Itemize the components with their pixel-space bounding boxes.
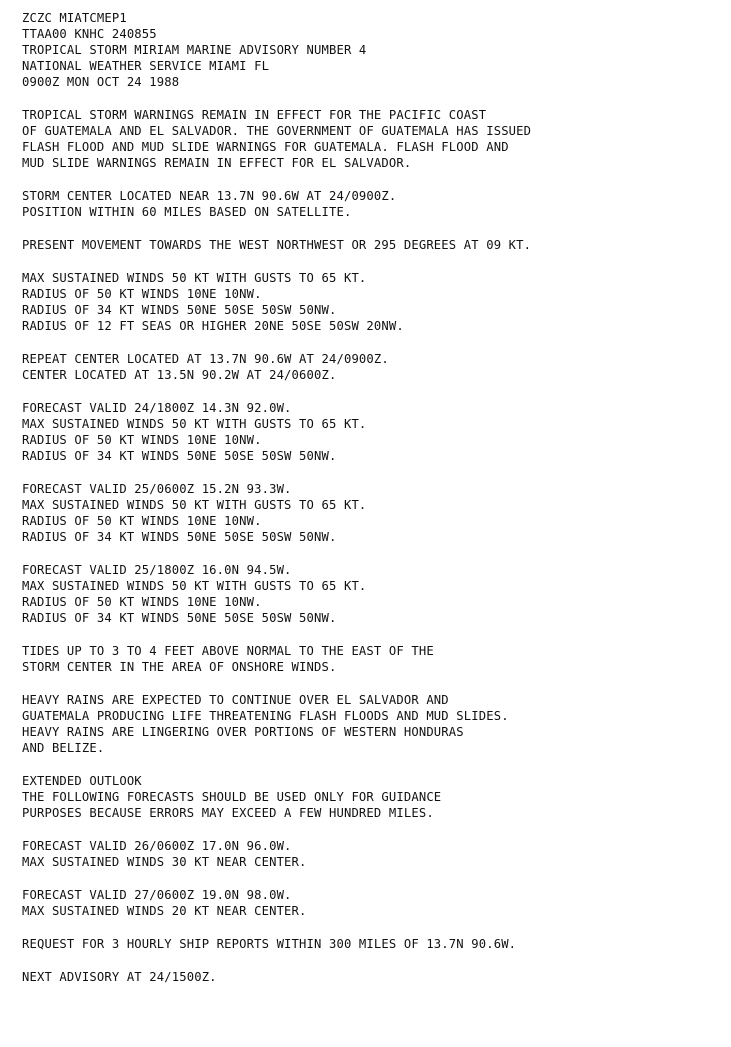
text-line: MAX SUSTAINED WINDS 50 KT WITH GUSTS TO 65 KT. [22, 498, 367, 512]
text-line: REQUEST FOR 3 HOURLY SHIP REPORTS WITHIN 300 MILES OF 13.7N 90.6W. [22, 937, 517, 951]
forecast-paragraph [22, 400, 722, 464]
text-line: REPEAT CENTER LOCATED AT 13.7N 90.6W AT 24/0900Z. [22, 352, 389, 366]
text-line: CENTER LOCATED AT 13.5N 90.2W AT 24/0600Z. [22, 368, 337, 382]
issuing-office: NATIONAL WEATHER SERVICE MIAMI FL [22, 59, 270, 73]
advisory-title: TROPICAL STORM MIRIAM MARINE ADVISORY NUMBER 4 [22, 43, 367, 57]
text-line: STORM CENTER IN THE AREA OF ONSHORE WINDS. [22, 660, 337, 674]
text-line: STORM CENTER LOCATED NEAR 13.7N 90.6W AT 24/0900Z. [22, 189, 397, 203]
repeat-center-paragraph [22, 351, 722, 383]
text-line: FORECAST VALID 27/0600Z 19.0N 98.0W. [22, 888, 292, 902]
text-line: FLASH FLOOD AND MUD SLIDE WARNINGS FOR GUATEMALA. FLASH FLOOD AND [22, 140, 509, 154]
text-line: RADIUS OF 34 KT WINDS 50NE 50SE 50SW 50NW. [22, 611, 337, 625]
text-line: FORECAST VALID 25/1800Z 16.0N 94.5W. [22, 563, 292, 577]
text-line: ZCZC MIATCMEP1 [22, 11, 127, 25]
text-line: POSITION WITHIN 60 MILES BASED ON SATELLITE. [22, 205, 352, 219]
movement-paragraph [22, 237, 722, 253]
extended-forecast-paragraph [22, 887, 722, 919]
text-line: RADIUS OF 50 KT WINDS 10NE 10NW. [22, 433, 262, 447]
ship-reports-paragraph [22, 936, 722, 952]
text-line: NEXT ADVISORY AT 24/1500Z. [22, 970, 217, 984]
text-line: TROPICAL STORM WARNINGS REMAIN IN EFFECT FOR THE PACIFIC COAST [22, 108, 487, 122]
text-line: MAX SUSTAINED WINDS 20 KT NEAR CENTER. [22, 904, 307, 918]
text-line: TIDES UP TO 3 TO 4 FEET ABOVE NORMAL TO THE EAST OF THE [22, 644, 434, 658]
header-block [22, 10, 722, 90]
text-line: RADIUS OF 50 KT WINDS 10NE 10NW. [22, 514, 262, 528]
next-advisory-paragraph [22, 969, 722, 985]
text-line: HEAVY RAINS ARE LINGERING OVER PORTIONS OF WESTERN HONDURAS [22, 725, 464, 739]
text-line: PURPOSES BECAUSE ERRORS MAY EXCEED A FEW HUNDRED MILES. [22, 806, 434, 820]
issue-time: 0900Z MON OCT 24 1988 [22, 75, 180, 89]
rains-paragraph [22, 692, 722, 756]
text-line: FORECAST VALID 26/0600Z 17.0N 96.0W. [22, 839, 292, 853]
text-line: RADIUS OF 50 KT WINDS 10NE 10NW. [22, 595, 262, 609]
tides-paragraph [22, 643, 722, 675]
text-line: FORECAST VALID 25/0600Z 15.2N 93.3W. [22, 482, 292, 496]
text-line: MAX SUSTAINED WINDS 50 KT WITH GUSTS TO 65 KT. [22, 271, 367, 285]
text-line: AND BELIZE. [22, 741, 105, 755]
text-line: PRESENT MOVEMENT TOWARDS THE WEST NORTHWEST OR 295 DEGREES AT 09 KT. [22, 238, 532, 252]
text-line: RADIUS OF 34 KT WINDS 50NE 50SE 50SW 50NW. [22, 449, 337, 463]
section-heading: EXTENDED OUTLOOK [22, 774, 142, 788]
text-line: MUD SLIDE WARNINGS REMAIN IN EFFECT FOR EL SALVADOR. [22, 156, 412, 170]
extended-forecast-paragraph [22, 838, 722, 870]
forecast-paragraph [22, 481, 722, 545]
winds-paragraph [22, 270, 722, 334]
text-line: HEAVY RAINS ARE EXPECTED TO CONTINUE OVER EL SALVADOR AND [22, 693, 449, 707]
text-line: TTAA00 KNHC 240855 [22, 27, 157, 41]
text-line: GUATEMALA PRODUCING LIFE THREATENING FLASH FLOODS AND MUD SLIDES. [22, 709, 509, 723]
text-line: OF GUATEMALA AND EL SALVADOR. THE GOVERNMENT OF GUATEMALA HAS ISSUED [22, 124, 532, 138]
text-line: RADIUS OF 34 KT WINDS 50NE 50SE 50SW 50NW. [22, 530, 337, 544]
text-line: RADIUS OF 34 KT WINDS 50NE 50SE 50SW 50NW. [22, 303, 337, 317]
text-line: THE FOLLOWING FORECASTS SHOULD BE USED ONLY FOR GUIDANCE [22, 790, 442, 804]
text-line: RADIUS OF 50 KT WINDS 10NE 10NW. [22, 287, 262, 301]
forecast-paragraph [22, 562, 722, 626]
extended-outlook-paragraph [22, 773, 722, 821]
text-line: MAX SUSTAINED WINDS 50 KT WITH GUSTS TO 65 KT. [22, 579, 367, 593]
advisory-document [22, 10, 722, 1002]
text-line: FORECAST VALID 24/1800Z 14.3N 92.0W. [22, 401, 292, 415]
warnings-paragraph [22, 107, 722, 171]
text-line: RADIUS OF 12 FT SEAS OR HIGHER 20NE 50SE 50SW 20NW. [22, 319, 404, 333]
text-line: MAX SUSTAINED WINDS 50 KT WITH GUSTS TO 65 KT. [22, 417, 367, 431]
text-line: MAX SUSTAINED WINDS 30 KT NEAR CENTER. [22, 855, 307, 869]
storm-center-paragraph [22, 188, 722, 220]
